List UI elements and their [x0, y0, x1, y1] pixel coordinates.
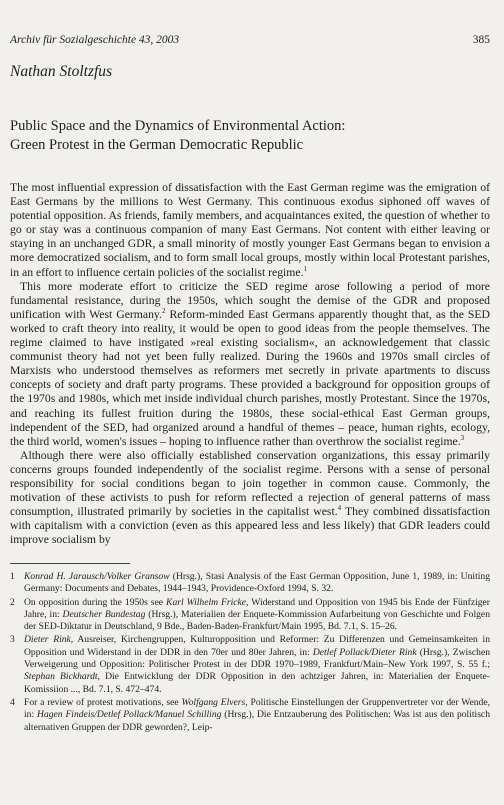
footnote: 3 Dieter Rink, Ausreiser, Kirchengruppen, Kulturopposition und Reformer: Zu Differenzen und Gemeinsamkeiten in Opposition und Widerstand in der DDR in den 70er und 80er Jahren, in: Detlef Pollack/Dieter Rink (Hrsg.), Zwischen Verweigerung und Opposition: Politischer Protest in der DDR 1970–1989, Frankfurt/Main–New York 1997, S. 55 f.; Stephan Bickhardt, Die Entwicklung der DDR Opposition in den achtziger Jahren, in: Materialien der Enquete-Komissiion ..., Bd. 7.1, S. 472–474.: [10, 634, 491, 695]
footnotes: [10, 571, 490, 735]
article-title: [10, 117, 490, 155]
page-number: 385: [472, 34, 490, 46]
footnote-ref[interactable]: 2: [161, 306, 166, 315]
footnote-ref[interactable]: 1: [303, 264, 307, 273]
journal-name: Archiv für Sozialgeschichte 43, 2003: [10, 34, 180, 46]
footnote: 1 Konrad H. Jarausch/Volker Gransow (Hrsg.), Stasi Analysis of the East German Opposition, June 1, 1989, in: Uniting Germany: Documents and Debates, 1944–1943, Providence-Oxford 1994, S. 32.: [10, 571, 490, 595]
body-paragraph: The most influential expression of dissatisfaction with the East German regime was the emigration of East Germans by the millions to West Germany. This continuous exodus siphoned off waves of potential opposition. As friends, family members, and acquaintances exited, the question of whether to go or stay was a continuous companion of many East Germans. Not content with either leaving or staying in an unchanged GDR, a small minority of mostly younger East Germans began to envision a more democratized socialism, and to form small local groups, mostly within local Protestant parishes, in an effort to influence certain policies of the socialist regime.$^1$: [10, 181, 490, 279]
footnote-number: 4: [10, 696, 15, 708]
footnote-divider: [10, 563, 130, 564]
footnote-ref[interactable]: 3: [460, 433, 465, 442]
body-paragraph: This more moderate effort to criticize the SED regime arose following a period of more fundamental resistance, during the 1950s, which sought the demise of the GDR and proposed unification with West Germany.$^2$ Reform-minded East Germans apparently thought that, as the SED worked to craft theory into reality, it would be open to good ideas from the people themselves. The regime claimed to have instigated »real existing socialism«, an acknowledgement that classic communist theory had not yet been fully realized. During the 1960s and 1970s small circles of Marxists who understood themselves as reformers met secretly in private apartments to discuss concepts of society and draft party programs. These provided a background for opposition groups of the 1970s and 1980s, which met inside individual church parishes, mostly Protestant. Since the 1970s, and reaching its fullest fruition during the 1980s, these social-ethical East German groups, independent of the SED, had organized around a handful of themes – peace, human rights, ecology, the third world, women's issues – hoping to influence rather than overthrow the socialist regime.$^3$: [10, 279, 490, 448]
article-body: [10, 181, 490, 547]
title-line-1: Public Space and the Dynamics of Environmental Action:: [10, 118, 346, 134]
footnote: 4 For a review of protest motivations, see Wolfgang Elvers, Politische Einstellungen der Gruppenvertreter vor der Wende, in: Hagen Findeis/Detlef Pollack/Manuel Schilling (Hrsg.), Die Entzauberung des Politischen: Was ist aus den politisch alternativen Gruppen der DDR geworden?, Leip-: [10, 696, 491, 733]
footnote-number: 1: [10, 571, 15, 582]
footnote-number: 2: [10, 596, 15, 608]
footnote-ref[interactable]: 4: [337, 504, 342, 513]
footnote-number: 3: [10, 634, 15, 646]
title-line-2: Green Protest in the German Democratic Republic: [10, 137, 304, 153]
author-name: Nathan Stoltzfus: [10, 63, 113, 80]
running-header: [10, 34, 490, 46]
body-paragraph: Although there were also officially established conservation organizations, this essay primarily concerns groups founded independently of the socialist regime. Persons with a sense of personal responsibility for social conditions began to join together in common cause. Commonly, the motivation of these activists to push for reform reflected a rejection of general patterns of mass consumption, illustrated primarily by societies in the capitalist west.$^4$ They combined dissatisfaction with capitalism with a conviction (even as this appeared less and less likely) that GDR leaders could improve socialism by: [10, 448, 490, 547]
footnote: 2 On opposition during the 1950s see Karl Wilhelm Fricke, Widerstand und Opposition von 1945 bis Ende der Fünfziger Jahre, in: Deutscher Bundestag (Hrsg.), Materialien der Enquete-Kommission Aufarbeitung von Geschichte und Folgen der SED-Diktatur in Deutschland, 9 Bde., Baden-Baden-Frankfurt/Main 1995, Bd. 7.1, S. 15–26.: [10, 596, 490, 633]
